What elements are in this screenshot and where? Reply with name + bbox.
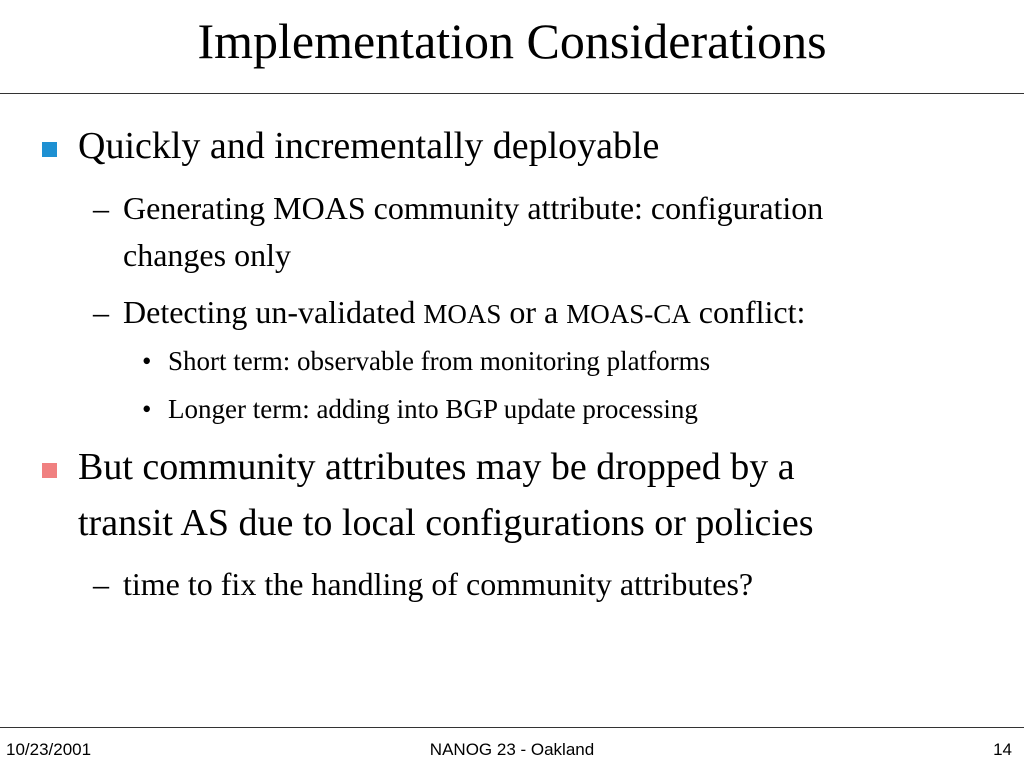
- footer-page-number: 14: [993, 740, 1012, 759]
- footer-event: NANOG 23 - Oakland: [429, 740, 595, 759]
- square-bullet-icon: [42, 142, 57, 157]
- subpoint-2-part1: Detecting un-validated: [123, 294, 424, 330]
- subpoint-1-line1: Generating MOAS community attribute: configuration: [123, 190, 824, 226]
- subpoint-2-part5: conflict:: [690, 294, 806, 330]
- dot-bullet: •: [142, 346, 152, 376]
- dash-bullet: –: [93, 190, 109, 226]
- footer-divider: [0, 727, 1024, 728]
- footer-date: 10/23/2001: [6, 740, 92, 759]
- subpoint-2-part3: or a: [501, 294, 567, 330]
- bullet-2-line1: But community attributes may be dropped by a: [78, 446, 795, 488]
- subsubpoint-1: Short term: observable from monitoring platforms: [168, 346, 711, 376]
- dot-bullet: •: [142, 394, 152, 424]
- subpoint-2-text: [123, 290, 805, 336]
- bullet-2-line2: transit AS due to local configurations or policies: [78, 502, 814, 544]
- subpoint-3-text: time to fix the handling of community attributes?: [123, 566, 754, 602]
- subpoint-2-moas-ca: MOAS-CA: [566, 299, 691, 329]
- subsubpoint-2: Longer term: adding into BGP update processing: [168, 394, 698, 424]
- bullet-1-text: Quickly and incrementally deployable: [78, 125, 660, 167]
- subpoint-2-moas: MOAS: [423, 299, 502, 329]
- subpoint-1-line2: changes only: [123, 237, 291, 273]
- title-divider: [0, 93, 1024, 94]
- slide-title: Implementation Considerations: [197, 13, 827, 69]
- dash-bullet: –: [93, 294, 109, 330]
- square-bullet-icon: [42, 463, 57, 478]
- dash-bullet: –: [93, 566, 109, 602]
